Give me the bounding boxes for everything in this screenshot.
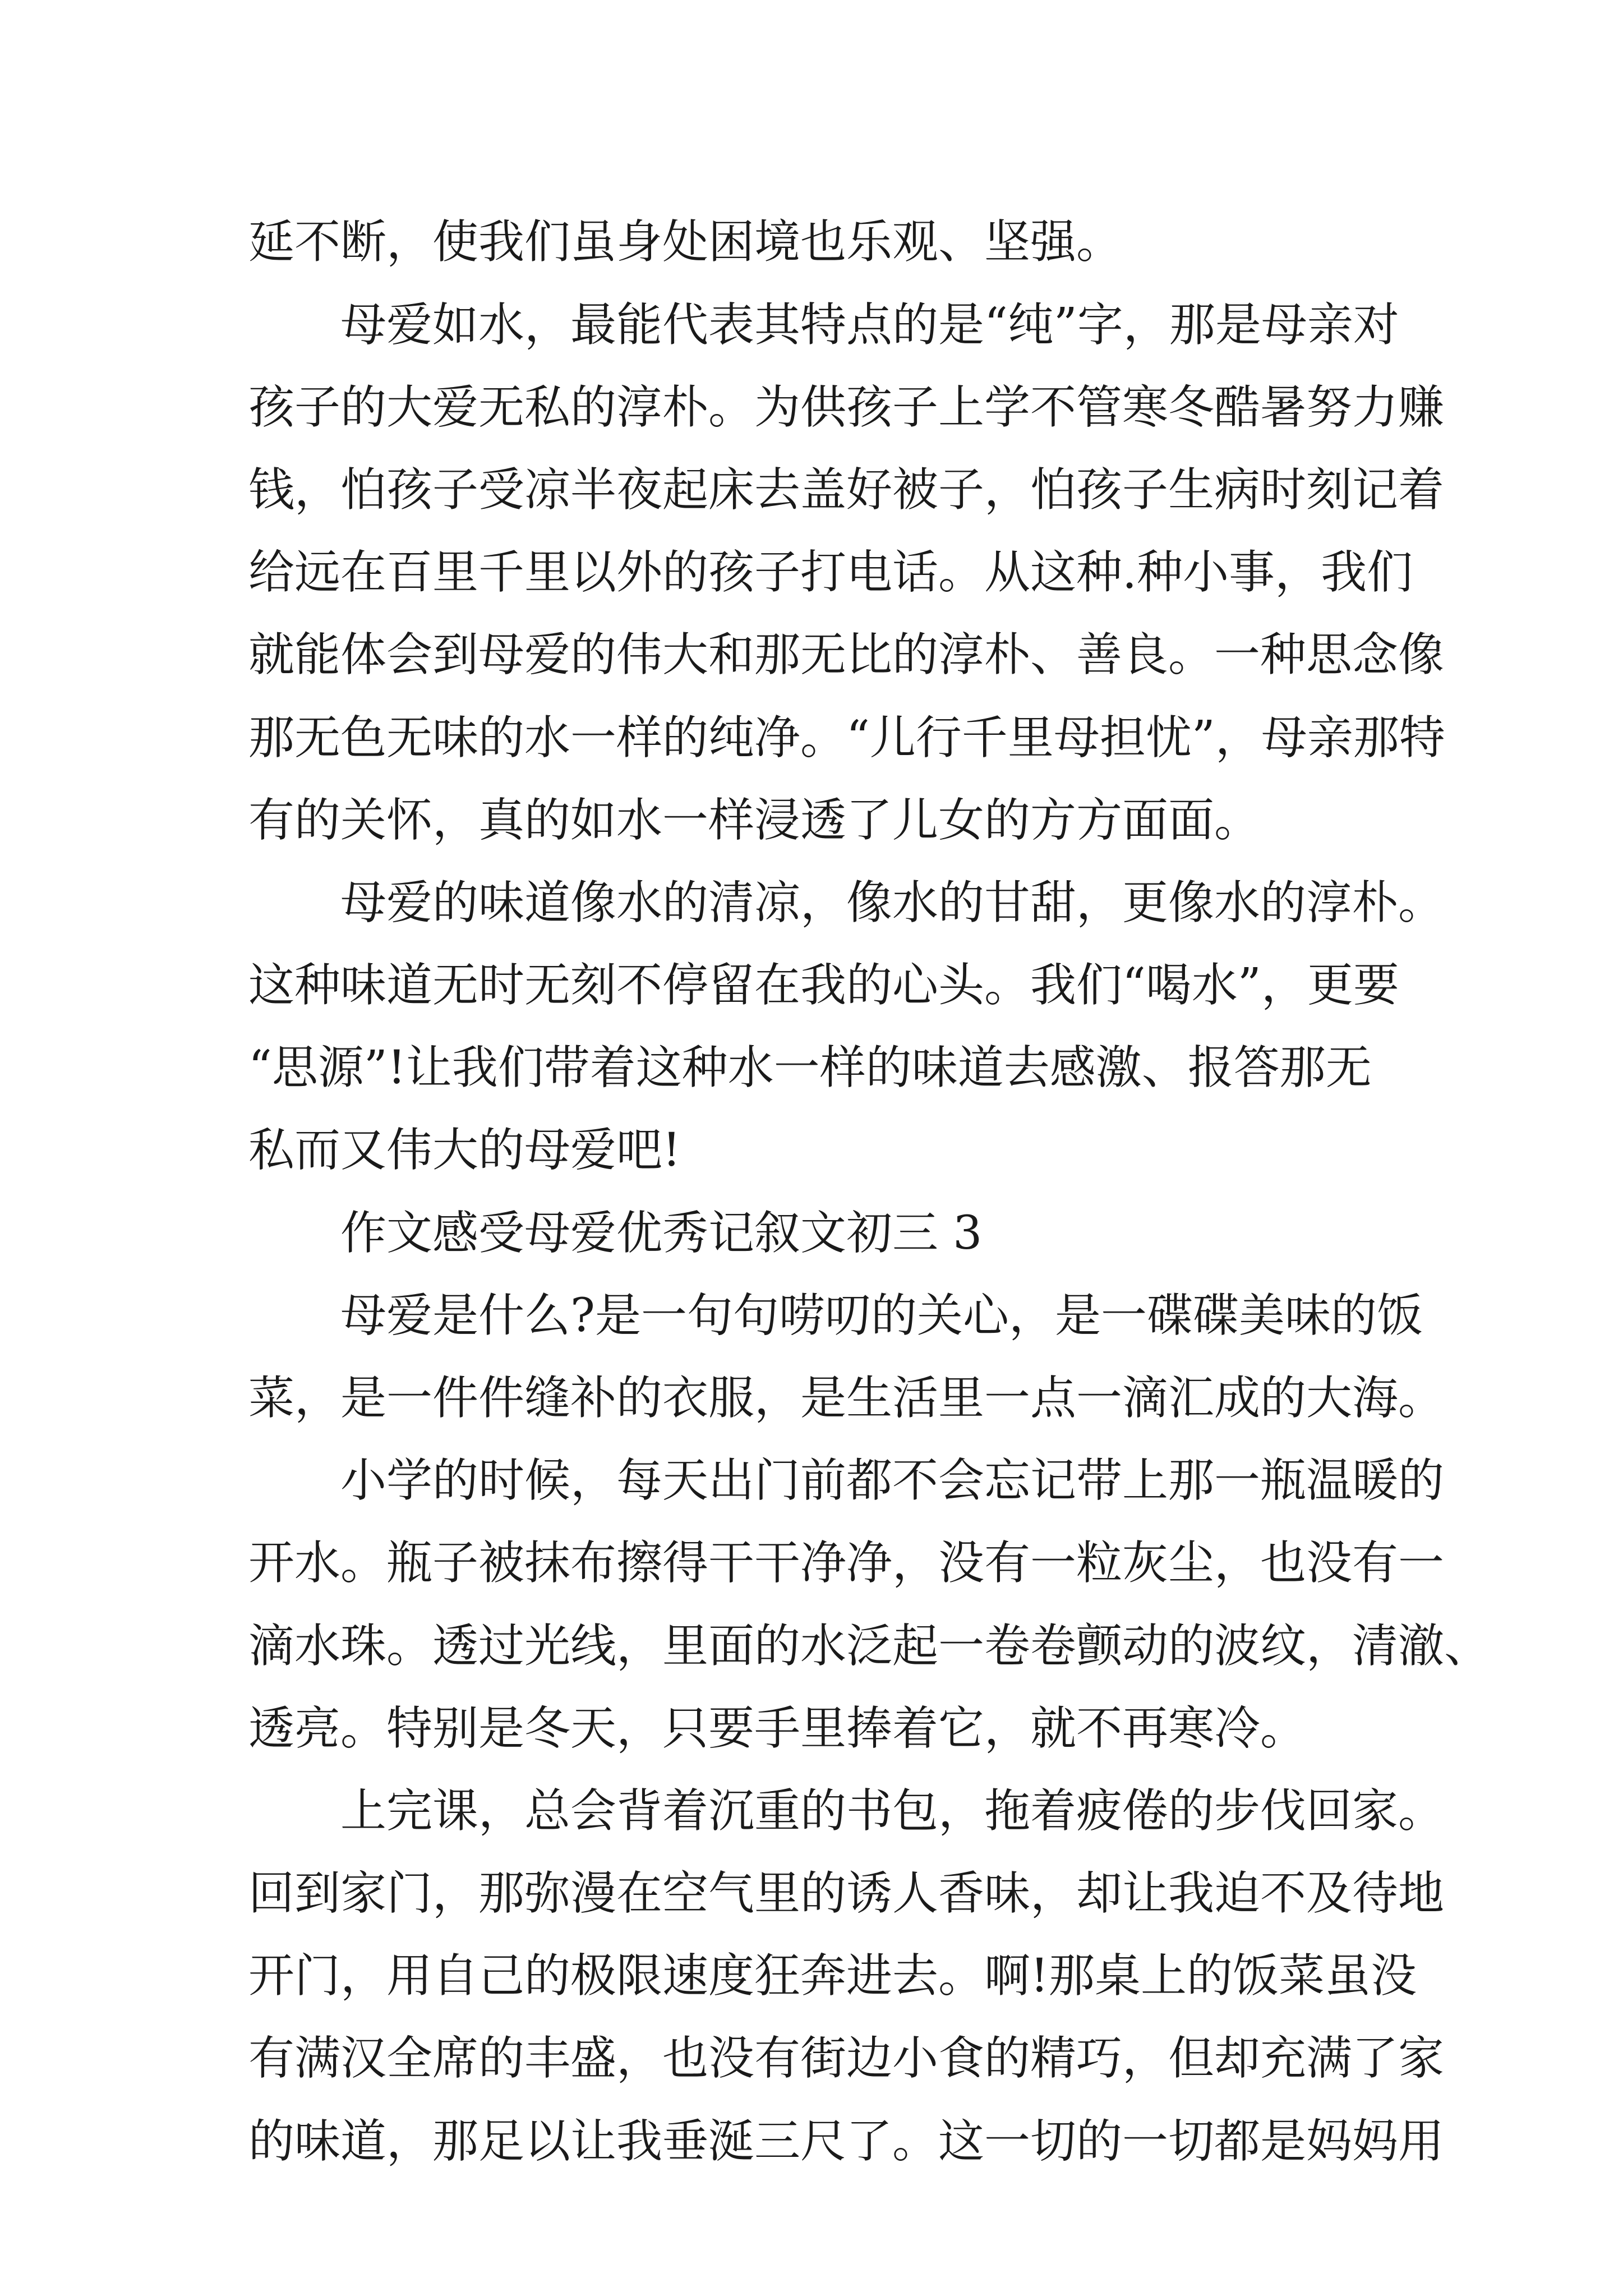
section-heading: 作文感受母爱优秀记叙文初三 3: [248, 1207, 983, 1260]
text-line: “思源”!让我们带着这种水一样的味道去感激、报答那无: [248, 1041, 1372, 1094]
text-line: 延不断，使我们虽身处困境也乐观、坚强。: [248, 215, 1123, 269]
text-line: 上完课，总会背着沉重的书包，拖着疲倦的步伐回家。: [248, 1784, 1445, 1838]
text-line: 小学的时候，每天出门前都不会忘记带上那一瓶温暖的: [248, 1454, 1445, 1507]
text-line: 开门，用自己的极限速度狂奔进去。啊!那桌上的饭菜虽没: [248, 1949, 1417, 2003]
text-line: 那无色无味的水一样的纯净。“儿行千里母担忧”，母亲那特: [248, 711, 1445, 765]
text-line: 母爱如水，最能代表其特点的是“纯”字，那是母亲对: [248, 298, 1399, 352]
text-line: 就能体会到母爱的伟大和那无比的淳朴、善良。一种思念像: [248, 628, 1445, 682]
text-line: 回到家门，那弥漫在空气里的诱人香味，却让我迫不及待地: [248, 1867, 1445, 1920]
text-line: 私而又伟大的母爱吧!: [248, 1124, 681, 1177]
text-line: 菜，是一件件缝补的衣服，是生活里一点一滴汇成的大海。: [248, 1372, 1445, 1425]
text-line: 母爱是什么?是一句句唠叨的关心，是一碟碟美味的饭: [248, 1289, 1423, 1342]
text-line: 开水。瓶子被抹布擦得干干净净，没有一粒灰尘，也没有一: [248, 1536, 1445, 1590]
text-line: 有满汉全席的丰盛，也没有街边小食的精巧，但却充满了家: [248, 2032, 1445, 2085]
text-line: 钱，怕孩子受凉半夜起床去盖好被子，怕孩子生病时刻记着: [248, 463, 1445, 517]
text-line: 的味道，那足以让我垂涎三尺了。这一切的一切都是妈妈用: [248, 2115, 1445, 2168]
text-line: 母爱的味道像水的清凉，像水的甘甜，更像水的淳朴。: [248, 876, 1445, 930]
text-line: 有的关怀，真的如水一样浸透了儿女的方方面面。: [248, 794, 1261, 847]
text-line: 滴水珠。透过光线，里面的水泛起一卷卷颤动的波纹，清澈、: [248, 1619, 1491, 1673]
text-line: 这种味道无时无刻不停留在我的心头。我们“喝水”，更要: [248, 959, 1399, 1012]
text-line: 给远在百里千里以外的孩子打电话。从这种.种小事，我们: [248, 546, 1413, 599]
text-line: 孩子的大爱无私的淳朴。为供孩子上学不管寒冬酷暑努力赚: [248, 381, 1445, 434]
text-line: 透亮。特别是冬天，只要手里捧着它，就不再寒冷。: [248, 1702, 1307, 1755]
